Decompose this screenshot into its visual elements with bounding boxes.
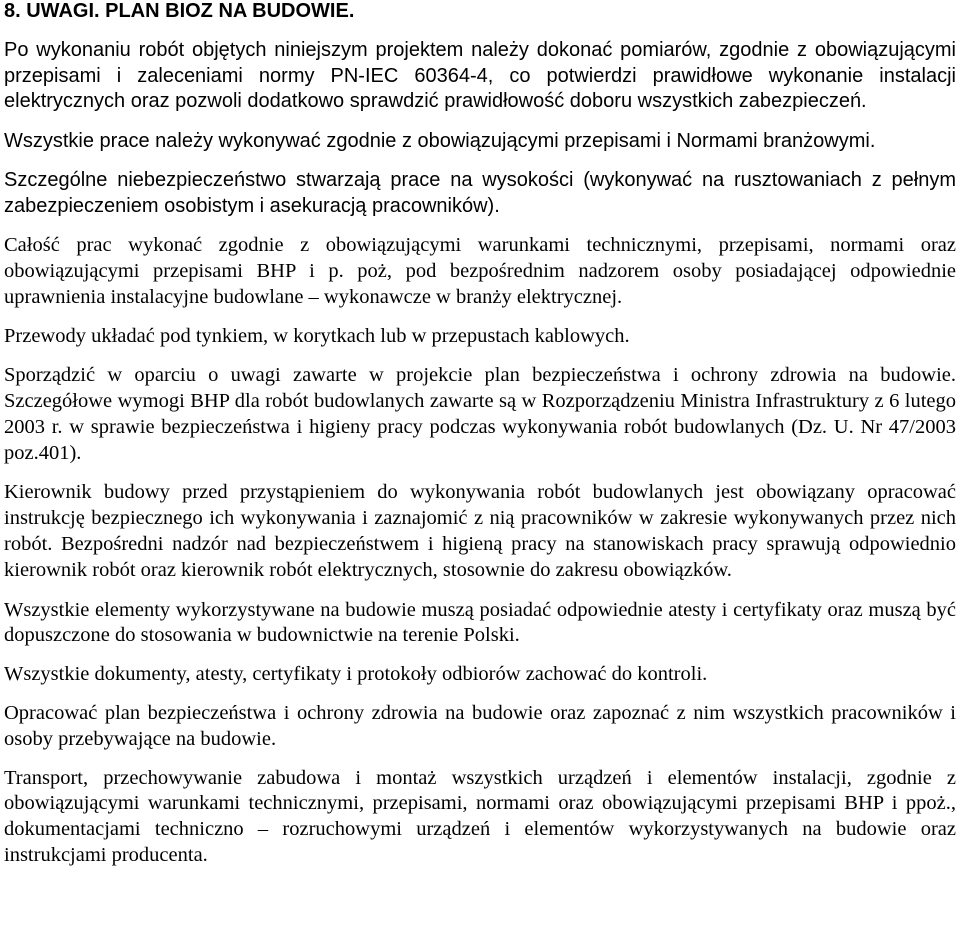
paragraph-documents: Wszystkie dokumenty, atesty, certyfikaty i protokoły odbiorów zachować do kontroli.: [4, 663, 708, 686]
paragraph-height-work: Szczególne niebezpieczeństwo stwarzają prace na wysokości (wykonywać na rusztowaniach z pełnym zabezpieczeniem osobistym i asekuracją pracowników).: [4, 169, 956, 217]
paragraph-safety-plan: Opracować plan bezpieczeństwa i ochrony zdrowia na budowie oraz zapoznać z nim wszystkich pracowników i osoby przebywające na budowie.: [4, 701, 956, 750]
paragraph-regulations: Wszystkie prace należy wykonywać zgodnie z obowiązującymi przepisami i Normami branżowymi.: [4, 129, 876, 152]
paragraph-transport: Transport, przechowywanie zabudowa i montaż wszystkich urządzeń i elementów instalacji, zgodnie z obowiązującymi warunkami technicznymi, przepisami, normami oraz obowiązującymi przepisami BHP i ppoż., dokumentacjami techniczno – rozruchowymi urządzeń i elementów wykorzystywanych na budowie oraz instrukcjami producenta.: [4, 766, 956, 866]
paragraph-measurements: Po wykonaniu robót objętych niniejszym projektem należy dokonać pomiarów, zgodnie z obowiązującymi przepisami i zaleceniami normy PN-IEC 60364-4, co potwierdzi prawidłowe wykonanie instalacji elektrycznych oraz pozwoli dodatkowo sprawdzić prawidłowość doboru wszystkich zabezpieczeń.: [4, 39, 956, 112]
paragraph-wiring: Przewody układać pod tynkiem, w korytkach lub w przepustach kablowych.: [4, 325, 630, 348]
paragraph-certificates: Wszystkie elementy wykorzystywane na budowie muszą posiadać odpowiednie atesty i certyfikaty oraz muszą być dopuszczone do stosowania w budownictwie na terenie Polski.: [4, 598, 956, 647]
paragraph-bioz-plan: Sporządzić w oparciu o uwagi zawarte w projekcie plan bezpieczeństwa i ochrony zdrowia na budowie. Szczegółowe wymogi BHP dla robót budowlanych zawarte są w Rozporządzeniu Ministra Infrastruktury z 6 lutego 2003 r. w sprawie bezpieczeństwa i higieny pracy podczas wykonywania robót budowlanych (Dz. U. Nr 47/2003 poz.401).: [4, 364, 956, 464]
paragraph-conditions: Całość prac wykonać zgodnie z obowiązującymi warunkami technicznymi, przepisami, normami oraz obowiązującymi przepisami BHP i p. poż, pod bezpośrednim nadzorem osoby posiadającej odpowiednie uprawnienia instalacyjne budowlane – wykonawcze w branży elektrycznej.: [4, 234, 956, 308]
section-heading: 8. UWAGI. PLAN BIOZ NA BUDOWIE.: [4, 0, 355, 22]
paragraph-site-manager: Kierownik budowy przed przystąpieniem do wykonywania robót budowlanych jest obowiązany opracować instrukcję bezpiecznego ich wykonywania i zaznajomić z nią pracowników w zakresie wykonywanych przez nich robót. Bezpośredni nadzór nad bezpieczeństwem i higieną pracy na stanowiskach pracy sprawują odpowiednio kierownik robót oraz kierownik robót elektrycznych, stosownie do zakresu obowiązków.: [4, 481, 956, 581]
